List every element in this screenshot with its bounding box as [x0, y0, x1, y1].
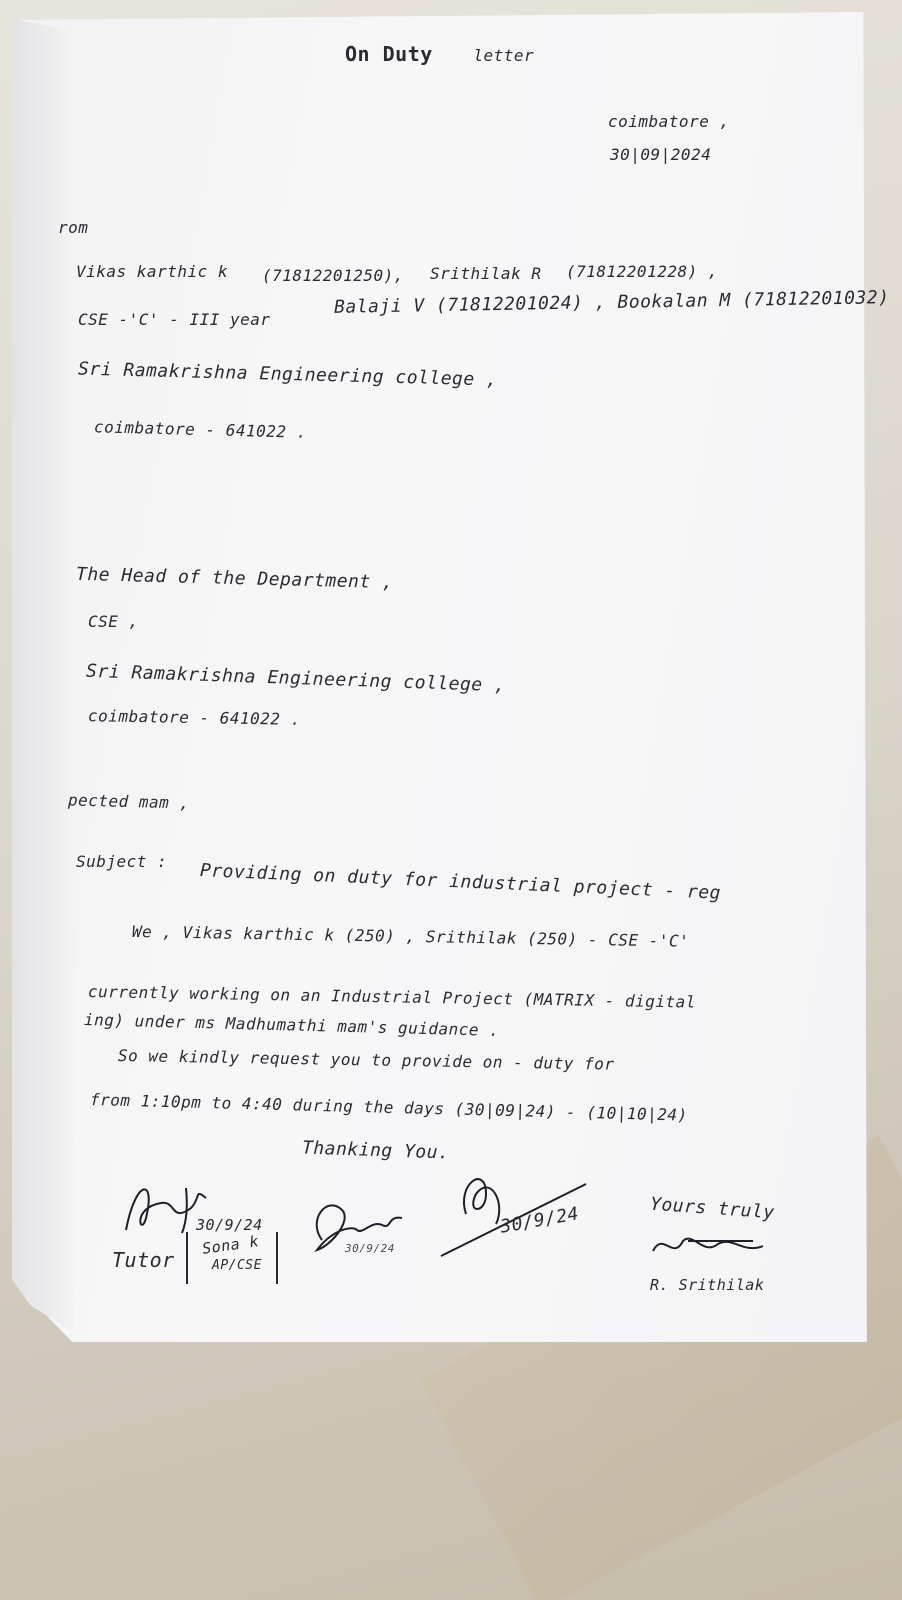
to-city: coimbatore - 641022 .	[87, 706, 301, 729]
letter-title: On Duty letter	[345, 42, 535, 66]
to-line1: The Head of the Department ,	[75, 563, 394, 594]
thanking-line: Thanking You.	[301, 1137, 450, 1164]
body-line3: ing) under ms Madhumathi mam's guidance .	[83, 1010, 500, 1040]
from-line1-name1: Vikas karthic k	[76, 262, 228, 281]
from-class: CSE -'C' - III year	[78, 310, 271, 329]
letter-title-suffix: letter	[473, 46, 535, 65]
salutation: pected mam ,	[67, 790, 190, 813]
paper-fold	[12, 12, 74, 1332]
letter-place: coimbatore ,	[608, 112, 730, 131]
second-signature-date: 30/9/24	[345, 1242, 395, 1255]
from-line1-name2: Srithilak R	[430, 264, 542, 283]
closing-signature-scribble	[648, 1226, 768, 1266]
tutor-name: Sona k	[201, 1232, 261, 1258]
to-college: Sri Ramakrishna Engineering college ,	[85, 660, 506, 697]
closing-signature	[648, 1226, 768, 1266]
body-line4: So we kindly request you to provide on - duty for	[117, 1046, 615, 1074]
from-city: coimbatore - 641022 .	[93, 417, 308, 442]
subject-label: Subject :	[76, 852, 168, 871]
body-line5: from 1:10pm to 4:40 during the days (30|09|24) - (10|10|24)	[89, 1090, 688, 1125]
from-label: rom	[58, 218, 89, 237]
tutor-date: 30/9/24	[196, 1216, 263, 1234]
closing-line: Yours truly	[649, 1193, 776, 1224]
closing-name: R. Srithilak	[650, 1276, 765, 1294]
tutor-label: Tutor	[112, 1248, 175, 1272]
from-line1-roll1: (71812201250),	[262, 266, 404, 285]
letter-date: 30|09|2024	[610, 145, 712, 164]
body-line1: We , Vikas karthic k (250) , Srithilak (250) - CSE -'C'	[131, 922, 690, 951]
third-signature-date: 30/9/24	[498, 1203, 581, 1238]
body-line2: currently working on an Industrial Project (MATRIX - digital	[87, 982, 697, 1012]
to-line2: CSE ,	[88, 612, 139, 631]
from-line1-roll2: (71812201228) ,	[566, 262, 718, 281]
from-college: Sri Ramakrishna Engineering college ,	[77, 358, 498, 391]
from-line2: Balaji V (71812201024) , Bookalan M (71812201032)	[333, 287, 890, 318]
subject-text: Providing on duty for industrial project - reg	[199, 860, 722, 904]
tutor-role: AP/CSE	[212, 1258, 262, 1273]
